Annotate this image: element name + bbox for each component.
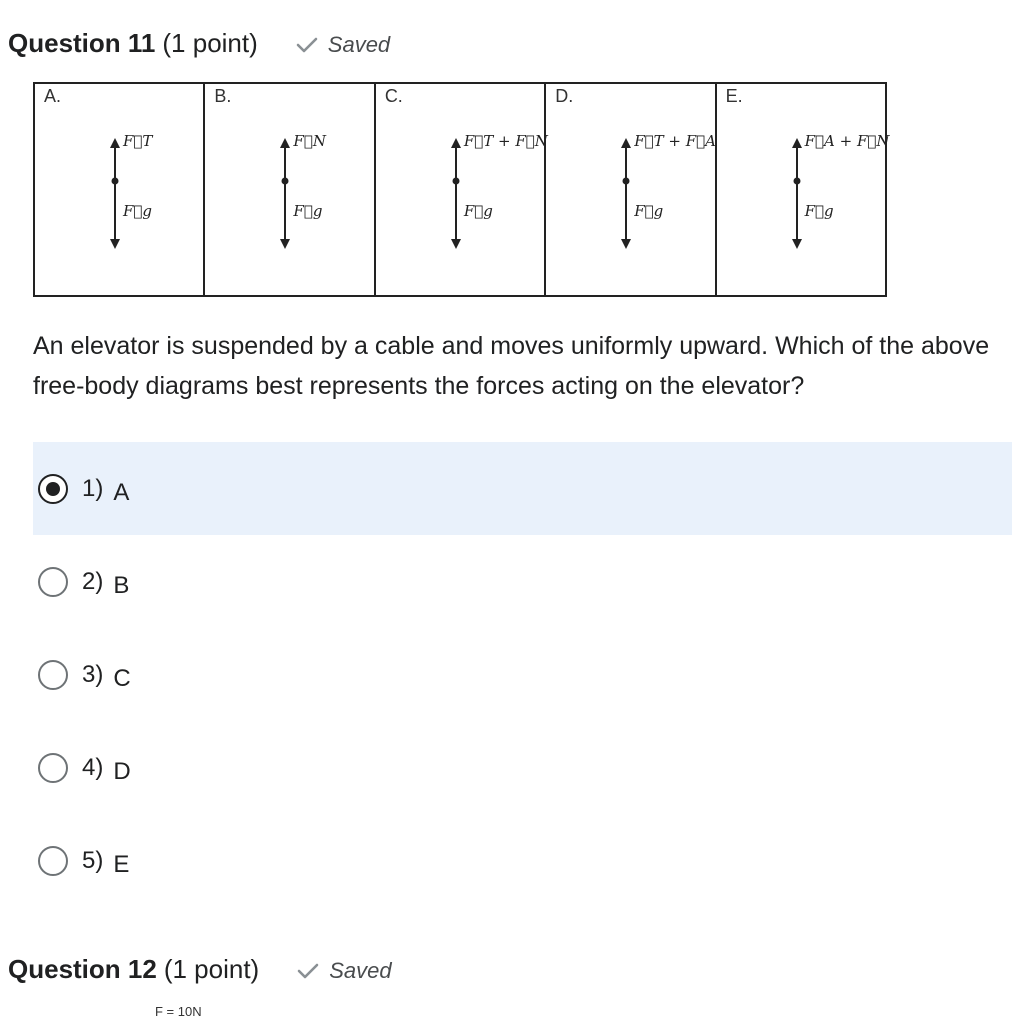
force-arrows-icon <box>205 84 375 295</box>
force-arrows-icon <box>717 84 887 295</box>
gravity-force-label: F⃗g <box>804 202 834 220</box>
question-12-header <box>8 954 392 985</box>
question-points: (1 point) <box>162 28 258 58</box>
option-label: C <box>113 664 131 692</box>
question-title: Question 11 <box>8 28 156 58</box>
upward-force-label: F⃗T <box>123 132 153 150</box>
question-11-header <box>8 28 390 59</box>
diagram-letter: C. <box>384 86 403 106</box>
question-title: Question 12 <box>8 954 157 984</box>
free-body-diagram-table <box>33 82 890 297</box>
option-label: A <box>113 478 130 506</box>
option-number: 5) <box>82 846 104 874</box>
diagram-letter: D. <box>555 86 574 106</box>
option-number: 3) <box>82 660 104 688</box>
saved-status <box>297 958 391 984</box>
question-points: (1 point) <box>163 954 260 984</box>
force-arrows-icon <box>35 84 205 295</box>
option-label: D <box>113 757 131 785</box>
answer-option-4[interactable] <box>33 721 1012 814</box>
option-label: E <box>113 850 130 878</box>
radio-button[interactable] <box>38 846 68 876</box>
upward-force-label: F⃗N <box>293 132 326 150</box>
question-prompt: An elevator is suspended by a cable and moves uniformly upward. Which of the above free-body diagrams best represents the forces acting on the elevator? <box>33 332 990 400</box>
question-12-snippet: F = 10N <box>155 1004 202 1019</box>
answer-option-1[interactable] <box>33 442 1012 535</box>
force-arrows-icon <box>546 84 716 295</box>
diagram-cell-d <box>546 84 716 295</box>
option-number: 2) <box>82 567 104 595</box>
diagram-cell-e <box>717 84 890 295</box>
checkmark-icon <box>297 960 319 978</box>
upward-force-label: F⃗A + F⃗N <box>804 132 890 150</box>
option-label: B <box>113 571 130 599</box>
force-arrows-icon <box>376 84 546 295</box>
upward-force-label: F⃗T + F⃗N <box>463 132 548 150</box>
answer-option-2[interactable] <box>33 535 1012 628</box>
radio-button[interactable] <box>38 567 68 597</box>
saved-label: Saved <box>329 958 392 983</box>
diagram-letter: A. <box>44 86 62 106</box>
answer-options <box>33 442 1012 907</box>
answer-option-5[interactable] <box>33 814 1012 907</box>
saved-label: Saved <box>327 32 391 57</box>
diagram-cell-a <box>35 84 205 295</box>
gravity-force-label: F⃗g <box>293 202 323 220</box>
option-number: 4) <box>82 753 104 781</box>
saved-status <box>296 32 390 58</box>
radio-button[interactable] <box>38 753 68 783</box>
checkmark-icon <box>296 34 318 52</box>
diagram-letter: E. <box>725 86 743 106</box>
gravity-force-label: F⃗g <box>634 202 664 220</box>
diagram-cell-b <box>205 84 375 295</box>
radio-button-selected[interactable] <box>38 474 68 504</box>
upward-force-label: F⃗T + F⃗A <box>634 132 716 150</box>
option-number: 1) <box>82 474 104 502</box>
diagram-letter: B. <box>214 86 232 106</box>
diagram-cell-c <box>376 84 546 295</box>
answer-option-3[interactable] <box>33 628 1012 721</box>
gravity-force-label: F⃗g <box>463 202 493 220</box>
radio-button[interactable] <box>38 660 68 690</box>
gravity-force-label: F⃗g <box>123 202 153 220</box>
